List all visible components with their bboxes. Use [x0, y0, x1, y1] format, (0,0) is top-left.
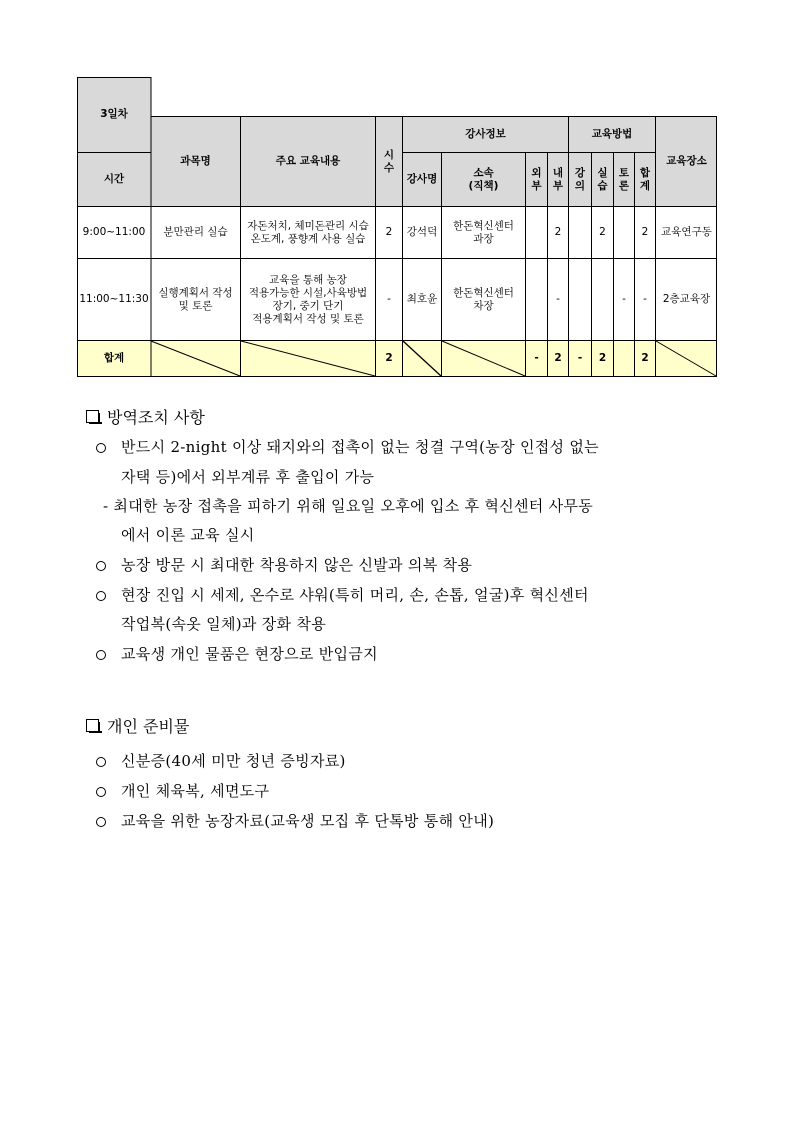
total-header: 합 계 — [639, 166, 651, 192]
row2-hours: - — [387, 293, 391, 305]
quarantine-line-6: 현장 진입 시 세제, 온수로 샤워(특히 머리, 손, 손톱, 얼굴)후 혁신센터 — [121, 586, 589, 604]
total-internal: 2 — [554, 352, 562, 364]
row2-affiliation: 한돈혁신센터 차장 — [453, 286, 514, 312]
personal-line-2: 개인 체육복, 세면도구 — [121, 782, 270, 800]
schedule-table — [77, 77, 717, 377]
total-external: - — [534, 352, 539, 364]
row1-place: 교육연구동 — [661, 226, 712, 238]
quarantine-heading — [86, 405, 205, 428]
internal-header: 내 부 — [552, 166, 564, 192]
row1-hours: 2 — [385, 226, 393, 238]
discussion-header: 토 론 — [618, 166, 630, 192]
row1-time: 9:00~11:00 — [82, 226, 146, 238]
total-total: 2 — [641, 352, 649, 364]
hours-header: 시 수 — [383, 148, 395, 174]
row1-internal: 2 — [554, 226, 562, 238]
personal-line-3: 교육을 위한 농장자료(교육생 모집 후 단톡방 통해 안내) — [121, 812, 495, 830]
content-header: 주요 교육내용 — [275, 155, 341, 167]
row2-total: - — [643, 293, 647, 305]
total-practice: 2 — [598, 352, 607, 364]
row2-subject: 실행계획서 작성 및 토론 — [158, 286, 233, 312]
row2-place: 2층교육장 — [662, 293, 711, 305]
quarantine-line-4: 에서 이론 교육 실시 — [121, 526, 255, 544]
place-header: 교육장소 — [666, 155, 707, 167]
checkbox-square-icon — [86, 410, 99, 423]
row2-practice — [592, 259, 613, 340]
row1-discussion — [614, 207, 634, 258]
bullet-circle-icon — [96, 443, 106, 453]
personal-line-1: 신분증(40세 미만 청년 증빙자료) — [121, 752, 346, 770]
checkbox-square-icon — [86, 719, 99, 732]
quarantine-line-2: 자택 등)에서 외부계류 후 출입이 가능 — [121, 468, 375, 486]
bullet-circle-icon — [96, 561, 106, 571]
external-header: 외 부 — [531, 166, 542, 192]
quarantine-line-1: 반드시 2-night 이상 돼지와의 접촉이 없는 청결 구역(농장 인접성 없는 — [121, 438, 599, 456]
row1-subject: 분만관리 실습 — [163, 226, 228, 238]
bullet-circle-icon — [96, 591, 106, 601]
bullet-circle-icon — [96, 787, 106, 797]
method-header: 교육방법 — [591, 128, 633, 140]
row2-lecture — [569, 259, 591, 340]
quarantine-line-7: 작업복(속옷 일체)과 장화 착용 — [121, 615, 326, 633]
row1-practice: 2 — [599, 226, 606, 238]
practice-header: 실 습 — [597, 166, 608, 192]
row1-lecture — [569, 207, 591, 258]
total-discussion — [614, 341, 634, 376]
row1-content: 자돈처치, 체미돈관리 시습 온도계, 풍향계 사용 실습 — [247, 219, 369, 245]
total-lecture: - — [577, 352, 583, 364]
personal-heading — [86, 714, 189, 737]
total-hours: 2 — [385, 352, 393, 364]
subject-header: 과목명 — [180, 155, 211, 167]
row2-time: 11:00~11:30 — [79, 293, 149, 305]
row1-external — [526, 207, 547, 258]
row2-internal: - — [556, 293, 560, 305]
row2-content: 교육을 통해 농장 적용가능한 시설,사육방법 장기, 중기 단기 적용계획서 작성 및 토론 — [248, 273, 368, 325]
day-label: 3일차 — [100, 108, 128, 120]
quarantine-line-5: 농장 방문 시 최대한 착용하지 않은 신발과 의복 착용 — [121, 556, 473, 574]
instructor-info-header: 강사정보 — [465, 128, 506, 140]
lecture-header: 강 의 — [574, 166, 586, 192]
row1-affiliation: 한돈혁신센터 과장 — [453, 219, 514, 245]
quarantine-line-8: 교육생 개인 물품은 현장으로 반입금지 — [121, 645, 378, 663]
row1-instructor: 강석덕 — [406, 226, 438, 238]
quarantine-title: 방역조치 사항 — [107, 408, 205, 427]
time-header: 시간 — [103, 173, 125, 185]
row2-discussion: - — [622, 293, 626, 305]
total-label: 합계 — [103, 352, 125, 364]
personal-title: 개인 준비물 — [107, 717, 190, 736]
bullet-circle-icon — [96, 817, 106, 827]
bullet-circle-icon — [96, 757, 106, 767]
row2-instructor: 최호윤 — [406, 293, 438, 305]
affiliation-header: 소속 (직책) — [468, 166, 499, 192]
row1-total: 2 — [641, 226, 649, 238]
bullet-circle-icon — [96, 650, 106, 660]
row2-external — [526, 259, 547, 340]
quarantine-line-3: - 최대한 농장 접촉을 피하기 위해 일요일 오후에 입소 후 혁신센터 사무동 — [103, 497, 594, 515]
instructor-header: 강사명 — [406, 173, 438, 185]
